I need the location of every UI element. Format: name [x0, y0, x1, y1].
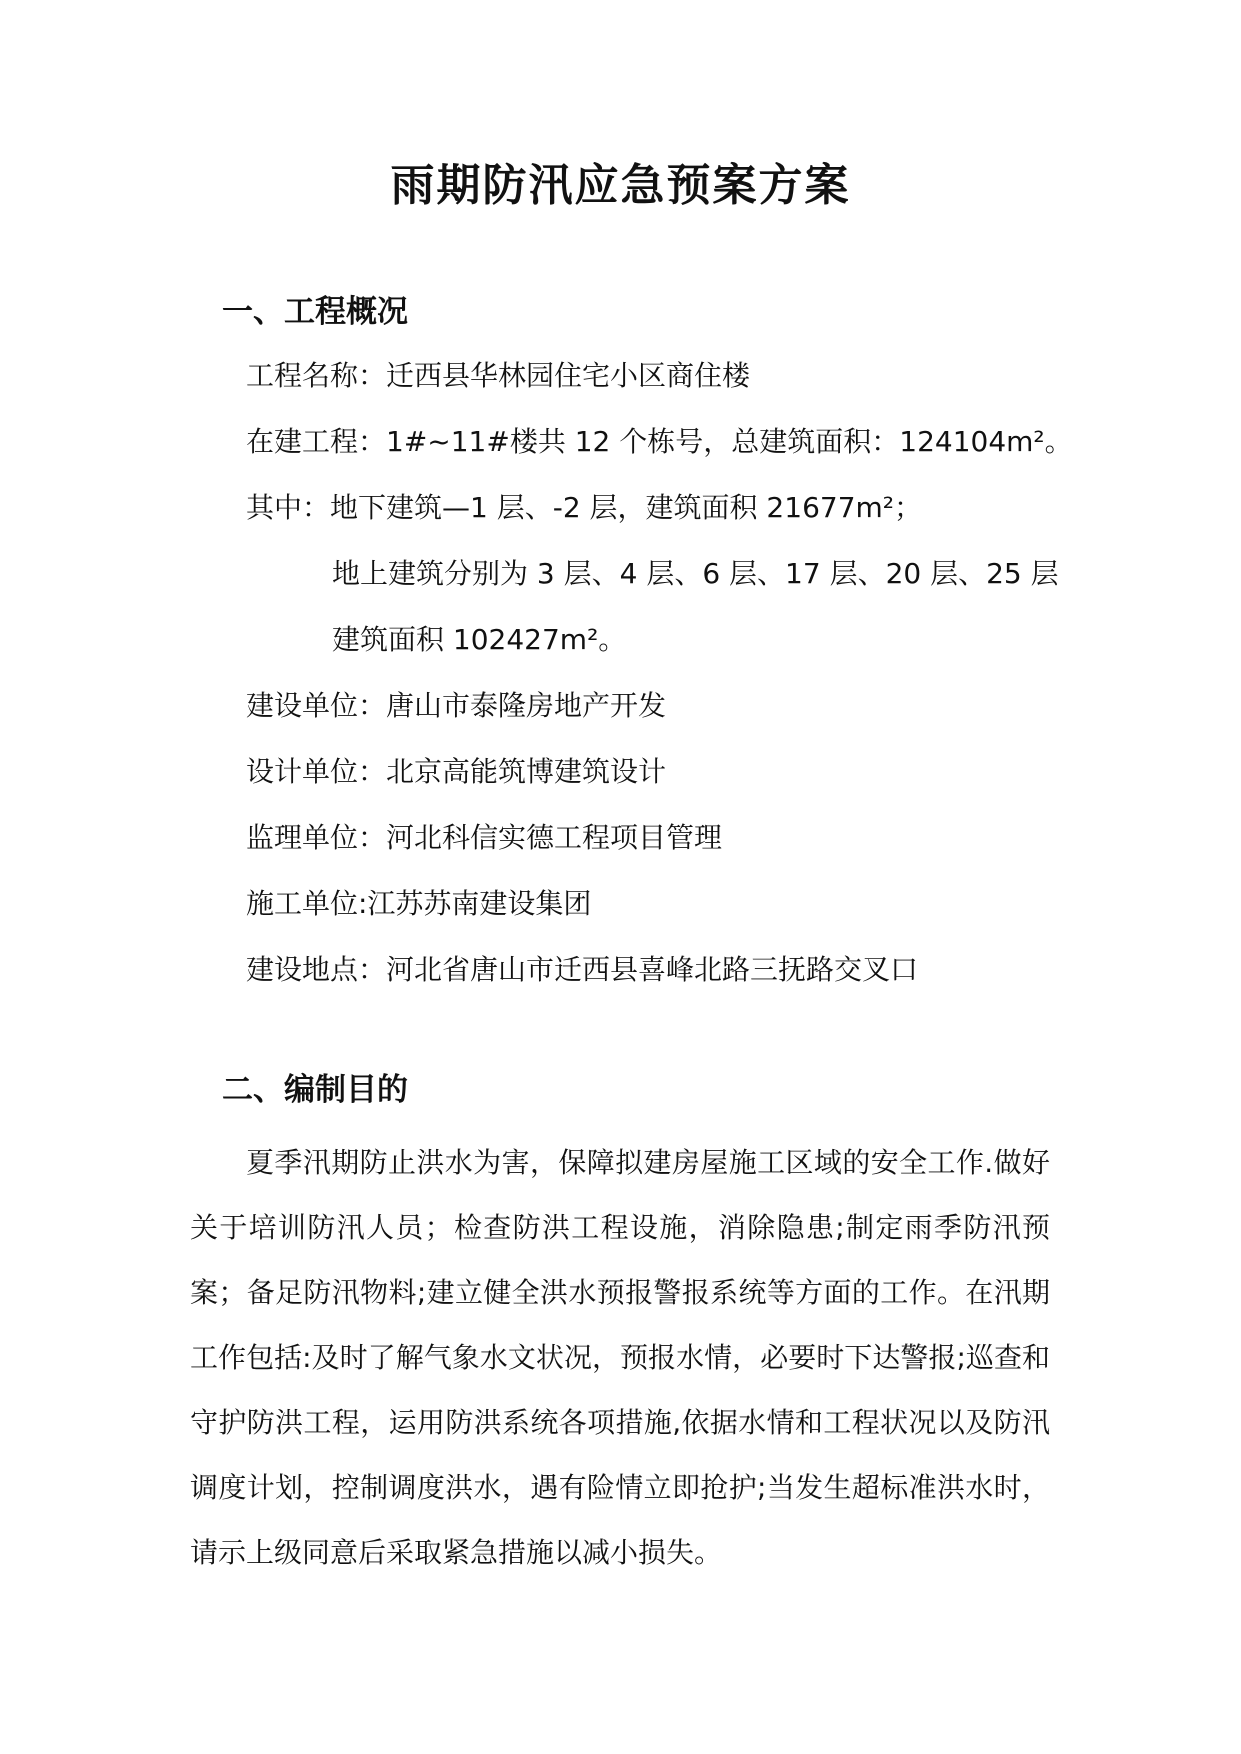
- document-title: 雨期防汛应急预案方案: [390, 160, 851, 211]
- purpose-paragraph: 夏季汛期防止洪水为害，保障拟建房屋施工区域的安全工作.做好关于培训防汛人员；检查防洪工程设施，消除隐患;制定雨季防汛预案；备足防汛物料;建立健全洪水预报警报系统等方面的工作。在汛期工作包括:及时了解气象水文状况，预报水情，必要时下达警报;巡查和守护防洪工程，运用防洪系统各项措施,依据水情和工程状况以及防汛调度计划，控制调度洪水，遇有险情立即抢护;当发生超标准洪水时，请示上级同意后采取紧急措施以减小损失。: [190, 1146, 1050, 1569]
- aboveground-line: 地上建筑分别为 3 层、4 层、6 层、17 层、20 层、25 层: [332, 557, 1059, 590]
- designer-line: 设计单位：北京高能筑博建筑设计: [246, 755, 667, 788]
- under-construction-line: 在建工程：1#~11#楼共 12 个栋号，总建筑面积：124104m²。: [246, 425, 1073, 458]
- location-line: 建设地点：河北省唐山市迁西县喜峰北路三抚路交叉口: [246, 953, 919, 986]
- developer-line: 建设单位：唐山市泰隆房地产开发: [246, 689, 667, 722]
- section-heading-overview: 一、工程概况: [222, 294, 408, 330]
- project-name-line: 工程名称：迁西县华林园住宅小区商住楼: [246, 359, 751, 392]
- contractor-line: 施工单位:江苏苏南建设集团: [246, 887, 592, 920]
- supervisor-line: 监理单位：河北科信实德工程项目管理: [246, 821, 723, 854]
- aboveground-area-line: 建筑面积 102427m²。: [332, 623, 627, 656]
- section-heading-purpose: 二、编制目的: [222, 1072, 408, 1108]
- underground-line: 其中：地下建筑—1 层、-2 层，建筑面积 21677m²；: [246, 491, 923, 524]
